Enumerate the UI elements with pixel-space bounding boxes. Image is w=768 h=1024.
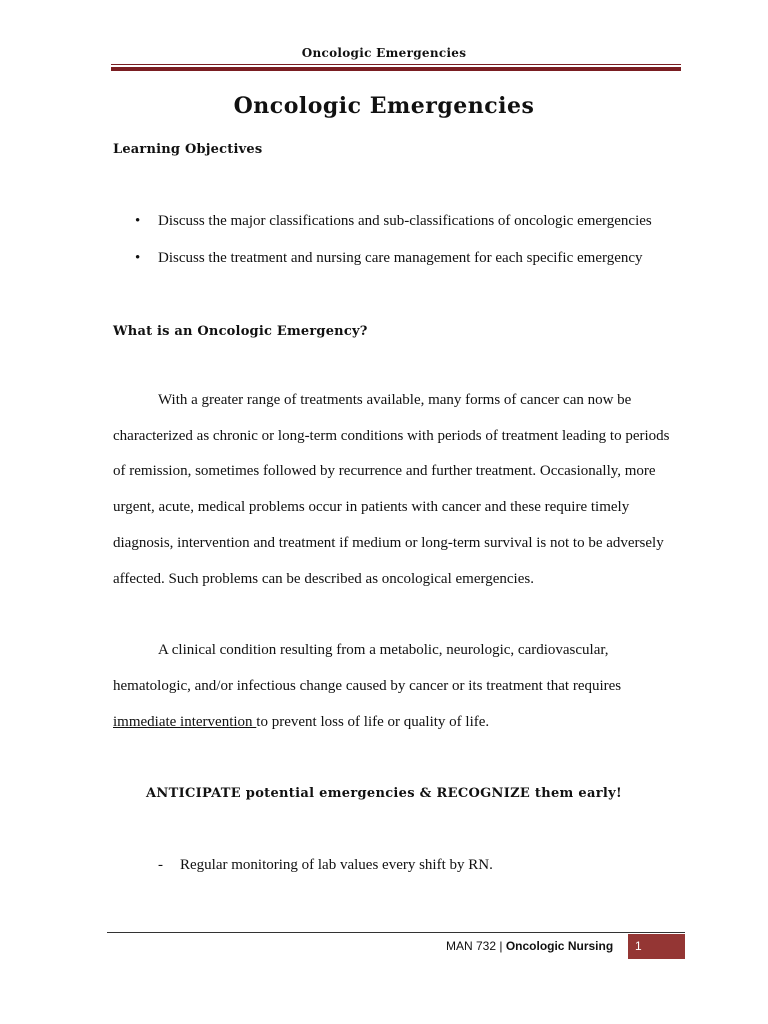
footer-rule [107,932,685,933]
paragraph-line: diagnosis, intervention and treatment if medium or long-term survival is not to be adversely [113,535,664,551]
objective-text: Discuss the major classifications and sub-classifications of oncologic emergencies [158,213,652,229]
footer-course-name: Oncologic Nursing [505,939,614,953]
dash-marker: - [158,857,163,873]
document-title: Oncologic Emergencies [233,93,535,119]
bullet-icon: • [135,250,141,266]
paragraph-line: With a greater range of treatments available, many forms of cancer can now be [158,392,632,408]
paragraph-line: urgent, acute, medical problems occur in patients with cancer and these require timely [113,499,630,515]
what-is-heading: What is an Oncologic Emergency? [113,324,368,339]
dash-item-text: Regular monitoring of lab values every shift by RN. [180,857,493,873]
page-number-box [628,934,685,959]
learning-objectives-heading: Learning Objectives [113,142,263,157]
paragraph-text: to prevent loss of life or quality of life. [256,714,490,730]
footer-course-code: MAN 732 | [446,939,506,953]
paragraph-line: A clinical condition resulting from a metabolic, neurologic, cardiovascular, [158,642,609,658]
running-header: Oncologic Emergencies [301,46,467,60]
objective-text: Discuss the treatment and nursing care management for each specific emergency [158,250,643,266]
emphasized-phrase: immediate intervention [113,714,257,730]
paragraph-line: hematologic, and/or infectious change caused by cancer or its treatment that requires [113,678,622,694]
header-rule-thin [111,64,681,65]
header-rule-thick [111,67,681,71]
footer-text [446,939,613,953]
paragraph-line: of remission, sometimes followed by recurrence and further treatment. Occasionally, more [113,463,656,479]
callout-heading: ANTICIPATE potential emergencies & RECOGNIZE them early! [146,786,622,801]
paragraph-line: affected. Such problems can be described as oncological emergencies. [113,571,534,587]
paragraph-line [113,714,489,731]
bullet-icon: • [135,213,141,229]
page-number: 1 [635,939,642,953]
paragraph-line: characterized as chronic or long-term conditions with periods of treatment leading to periods [113,428,670,444]
